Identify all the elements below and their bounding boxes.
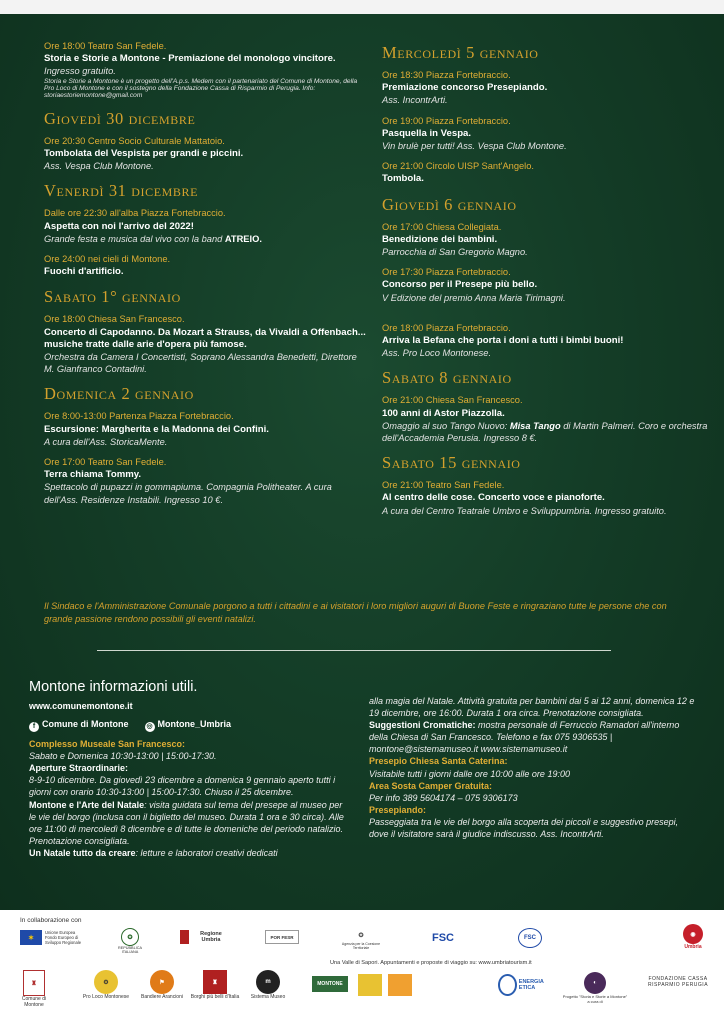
fsc-logo	[418, 932, 468, 944]
info-label: Area Sosta Camper Gratuita:	[369, 780, 493, 791]
info-right	[369, 695, 699, 840]
fsc2-logo	[510, 928, 550, 948]
logo-label: FSC	[432, 932, 454, 944]
event	[382, 479, 712, 517]
event-title: Benedizione dei bambini.	[382, 233, 498, 245]
event-time: Ore 21:00 Chiesa San Francesco.	[382, 395, 523, 406]
info-label: Complesso Museale San Francesco:	[29, 739, 186, 750]
info-label: Presepio Chiesa Santa Caterina:	[369, 756, 508, 767]
info-title: Montone informazioni utili.	[29, 679, 198, 695]
event-time: Ore 24:00 nei cieli di Montone.	[44, 254, 171, 265]
energia-etica-logo	[498, 974, 554, 996]
day-heading: Mercoledì 5 gennaio	[382, 43, 539, 62]
event-desc: Vin brulè per tutti! Ass. Vespa Club Montone.	[382, 141, 567, 152]
info-label: Presepiando:	[369, 804, 427, 815]
event-desc: A cura dell'Ass. StoricaMente.	[44, 436, 168, 447]
logo-label: POR FESR	[265, 930, 299, 944]
umbria-crest-icon	[180, 930, 189, 944]
event-desc: Orchestra da Camera I Concertisti, Soprano Alessandra Benedetti, Direttore M. Gianfranco Contadini.	[44, 352, 357, 375]
fondazione-logo	[644, 976, 712, 988]
event-desc: Ass. IncontrArti.	[382, 95, 448, 106]
event	[44, 253, 366, 278]
info-text: 8-9-10 dicembre. Da giovedì 23 dicembre a domenica 9 gennaio aperto tutti i giorni con orario 10:30-13:00 | 15:00-17:30. Chiuso il 25 dicembre.	[29, 775, 336, 798]
event-desc: Spettacolo di pupazzi in gommapiuma. Compagnia Politheater. A cura dell'Ass. Residenze Instabili. Ingresso 10 €.	[44, 482, 332, 505]
pro-loco-logo	[82, 970, 130, 1000]
event-desc	[44, 233, 366, 245]
info-left	[29, 700, 349, 859]
event-desc: V Edizione del premio Anna Maria Tirimagni.	[382, 292, 566, 303]
info-paragraph	[29, 799, 349, 847]
event-desc: Ass. Pro Loco Montonese.	[382, 348, 492, 359]
event-title: Concorso per il Presepe più bello.	[382, 279, 538, 291]
event	[382, 322, 712, 360]
event	[44, 313, 366, 375]
comune-montone-logo	[12, 970, 56, 1008]
logo-label: Bandiere Arancioni	[141, 994, 183, 1000]
logo-label: MONTONE	[312, 976, 348, 992]
logo-label: Regione Umbria	[200, 931, 222, 943]
borghi-logo	[188, 970, 242, 1000]
event-desc	[382, 420, 712, 444]
logo-label: Comune di Montone	[21, 996, 47, 1008]
por-fesr-logo	[264, 930, 300, 944]
emblem-icon: ✪	[121, 928, 139, 946]
info-label: Un Natale tutto da creare	[29, 847, 136, 858]
event-desc: Ingresso gratuito.	[44, 66, 116, 77]
event	[382, 221, 712, 259]
event-time: Ore 17:30 Piazza Fortebraccio.	[382, 267, 511, 278]
day-heading: Giovedì 30 dicembre	[44, 108, 196, 128]
info-text: Visitabile tutti i giorni dalle ore 10:00 alle ore 19:00	[369, 768, 570, 779]
event-title: Tombolata del Vespista per grandi e piccini.	[44, 148, 244, 160]
day-heading: Domenica 2 gennaio	[44, 384, 194, 404]
info-label: Aperture Straordinarie:	[29, 763, 129, 774]
band-name: ATREIO.	[224, 233, 262, 244]
logo-label: ENERGIA ETICA	[518, 979, 544, 991]
event-time: Dalle ore 22:30 all'alba Piazza Fortebraccio.	[44, 208, 226, 219]
event-time: Ore 18:00 Teatro San Fedele.	[44, 41, 167, 51]
instagram-link[interactable]	[145, 718, 232, 732]
event-desc-text: Omaggio al suo Tango Nuovo:	[382, 420, 510, 431]
event	[44, 135, 366, 173]
event-title: Storia e Storie a Montone - Premiazione del monologo vincitore.	[44, 53, 336, 65]
pro-loco-icon: ⚙	[94, 970, 118, 994]
event	[382, 266, 712, 304]
collab-label: In collaborazione con	[20, 917, 82, 924]
info-text: Sabato e Domenica 10:30-13:00 | 15:00-17:30.	[29, 751, 217, 762]
info-text: mostra personale di Ferruccio Ramadori all'interno della Chiesa di San Francesco. Telefono e fax 075 9306535 | montone@sistemamuseo.it www.sistemamuseo.it	[369, 720, 680, 755]
logo-label: Umbria	[684, 944, 702, 950]
regione-umbria-logo	[180, 930, 230, 944]
event-desc: Ass. Vespa Club Montone.	[44, 161, 154, 172]
facebook-link[interactable]	[29, 718, 129, 732]
logo-label: REPUBBLICA ITALIANA	[117, 946, 143, 954]
eu-logo	[20, 930, 86, 945]
logo-label: Sistema Museo	[250, 994, 286, 1000]
top-strip	[0, 0, 724, 14]
event	[382, 115, 712, 153]
work-title: Misa Tango	[509, 420, 561, 431]
info-text: Per info 389 5604174 – 075 9306173	[369, 792, 518, 803]
event-desc: Parrocchia di San Gregorio Magno.	[382, 247, 528, 258]
facebook-icon: f	[29, 722, 39, 732]
website-link[interactable]: www.comunemontone.it	[29, 701, 133, 711]
divider	[97, 650, 611, 651]
event-title: Fuochi d'artificio.	[44, 266, 124, 278]
event	[44, 40, 366, 100]
event-desc: A cura del Centro Teatrale Umbro e Sviluppumbria. Ingresso gratuito.	[382, 505, 667, 516]
umbria-mark-icon: ◉	[683, 924, 703, 944]
event-title: Arriva la Befana che porta i doni a tutti i bimbi buoni!	[382, 335, 624, 347]
event-title: Escursione: Margherita e la Madonna dei Confini.	[44, 423, 269, 435]
event-title: Premiazione concorso Presepiando.	[382, 82, 548, 94]
info-label: Montone e l'Arte del Natale	[29, 799, 145, 810]
instagram-icon: ◎	[146, 723, 153, 731]
logo-label: FONDAZIONE CASSA RISPARMIO PERUGIA	[647, 976, 709, 988]
event-time: Ore 18:00 Chiesa San Francesco.	[44, 314, 185, 325]
event-time: Ore 21:00 Teatro San Fedele.	[382, 480, 505, 491]
repubblica-logo	[110, 928, 150, 954]
event-title: Al centro delle cose. Concerto voce e pianoforte.	[382, 492, 605, 504]
facebook-label: Comune di Montone	[42, 719, 129, 730]
medem-icon: ◐	[584, 972, 606, 994]
event-time: Ore 20:30 Centro Socio Culturale Mattatoio.	[44, 135, 225, 146]
day-heading: Venerdì 31 dicembre	[44, 181, 199, 201]
logo-label: Pro Loco Montonese	[82, 994, 130, 1000]
info-label: Suggestioni Cromatiche:	[369, 720, 476, 731]
day-heading: Sabato 8 gennaio	[382, 368, 512, 388]
event	[382, 160, 712, 185]
day-heading: Sabato 15 gennaio	[382, 453, 521, 473]
info-text: : letture e laboratori creativi dedicati	[135, 847, 278, 858]
montone-logo	[310, 976, 350, 992]
info-text: alla magia del Natale. Attività gratuita per bambini dai 5 ai 12 anni, domenica 12 e 19 dicembre, ore 16:00. Durata 1 ora circa. Prenotazione consigliata.	[369, 696, 695, 719]
energia-icon	[498, 974, 517, 996]
event-title: Concerto di Capodanno. Da Mozart a Strauss, da Vivaldi a Offenbach... musiche tratte dalle arie d'opera più famose.	[44, 326, 366, 350]
info-text: Passeggiata tra le vie del borgo alla scoperta dei piccoli e suggestivo presepi, dove il visitatore sarà il giudice indiscusso. Ass. IncontrArti.	[369, 816, 679, 840]
event-title: 100 anni di Astor Piazzolla.	[382, 407, 505, 419]
star-icon: ✪	[358, 932, 364, 939]
logo-label: Unione Europea Fondo Europeo di Sviluppo Regionale	[45, 930, 82, 945]
event-time: Ore 18:30 Piazza Fortebraccio.	[382, 70, 511, 80]
castle-icon: ♜	[203, 970, 227, 994]
event-title: Pasquella in Vespa.	[382, 127, 472, 139]
event-time: Ore 19:00 Piazza Fortebraccio.	[382, 115, 511, 126]
event-desc-text: Grande festa e musica dal vivo con la band	[44, 233, 225, 244]
event-title: Tombola.	[382, 173, 424, 185]
event-note: Storia e Storie a Montone è un progetto dell'A.p.s. Medem con il partenariato del Comune di Montone, della Pro Loco di Montone e con il sostegno della Fondazione Cassa di Risparmio di Perugia. Info: storiaestoriemontone@gmail.com	[44, 77, 358, 100]
logo-label: FSC	[518, 928, 542, 948]
info-paragraph	[369, 719, 699, 755]
museum-icon: m	[256, 970, 280, 994]
logo-label: Borghi più belli d'Italia	[190, 994, 240, 1000]
badge-icon	[388, 974, 412, 996]
social-links	[29, 718, 349, 732]
logo-label: Progetto "Storia e Storie a Montone" a cura di	[562, 994, 628, 1004]
crest-icon: ♜	[23, 970, 45, 996]
sponsor-footer	[0, 910, 724, 1024]
logo-label: Agenzia per la Coesione Territoriale	[341, 942, 381, 950]
left-column	[44, 40, 366, 514]
logo-7	[356, 974, 384, 996]
day-heading: Giovedì 6 gennaio	[382, 194, 517, 214]
logo-8	[386, 974, 414, 996]
event	[44, 456, 366, 506]
event	[44, 410, 366, 448]
event	[382, 69, 712, 107]
right-column	[382, 40, 712, 525]
agenzia-coesione-logo	[340, 928, 382, 950]
instagram-label: Montone_Umbria	[157, 719, 232, 730]
day-heading: Sabato 1° gennaio	[44, 287, 181, 307]
greeting: Il Sindaco e l'Amministrazione Comunale porgono a tutti i cittadini e ai visitatori i loro migliori auguri di Buone Feste e ringraziano tutte le persone che con grande passione rendono possibili gli eventi natalizi.	[44, 601, 667, 624]
info-paragraph	[29, 847, 349, 859]
badge-icon	[358, 974, 382, 996]
event	[44, 207, 366, 245]
event-time: Ore 17:00 Teatro San Fedele.	[44, 457, 167, 468]
event-time: Ore 18:00 Piazza Fortebraccio.	[382, 322, 511, 333]
bandiere-arancioni-logo	[140, 970, 184, 1000]
flag-icon: ⚑	[150, 970, 174, 994]
event	[382, 394, 712, 444]
event-time: Ore 8:00-13:00 Partenza Piazza Fortebraccio.	[44, 411, 234, 422]
sistema-museo-logo	[246, 970, 290, 1000]
umbria-logo	[676, 924, 710, 950]
eu-flag-icon: ✶	[20, 930, 42, 945]
event-desc-rest: di Martin Palmeri. Coro e orchestra dell'Accademia Perusia. Ingresso 8 €.	[382, 420, 708, 444]
storia-storie-logo	[562, 972, 628, 1004]
event-title: Terra chiama Tommy.	[44, 469, 142, 481]
event-time: Ore 21:00 Circolo UISP Sant'Angelo.	[382, 161, 534, 172]
event-time: Ore 17:00 Chiesa Collegiata.	[382, 221, 502, 232]
info-text: : visita guidata sul tema del presepe al museo per le vie del borgo (inclusa con il biglietto del museo. Durata 1 ora e 30 circa). Alle ore 11:00 di mercoledì 8 dicembre e di tutte le domeniche del periodo natalizio. Prenotazione consigliata.	[29, 799, 344, 846]
slogan: Una Valle di Sapori. Appuntamenti e proposte di viaggio su: www.umbriatourism.it	[330, 960, 532, 966]
event-title: Aspetta con noi l'arrivo del 2022!	[44, 220, 194, 232]
